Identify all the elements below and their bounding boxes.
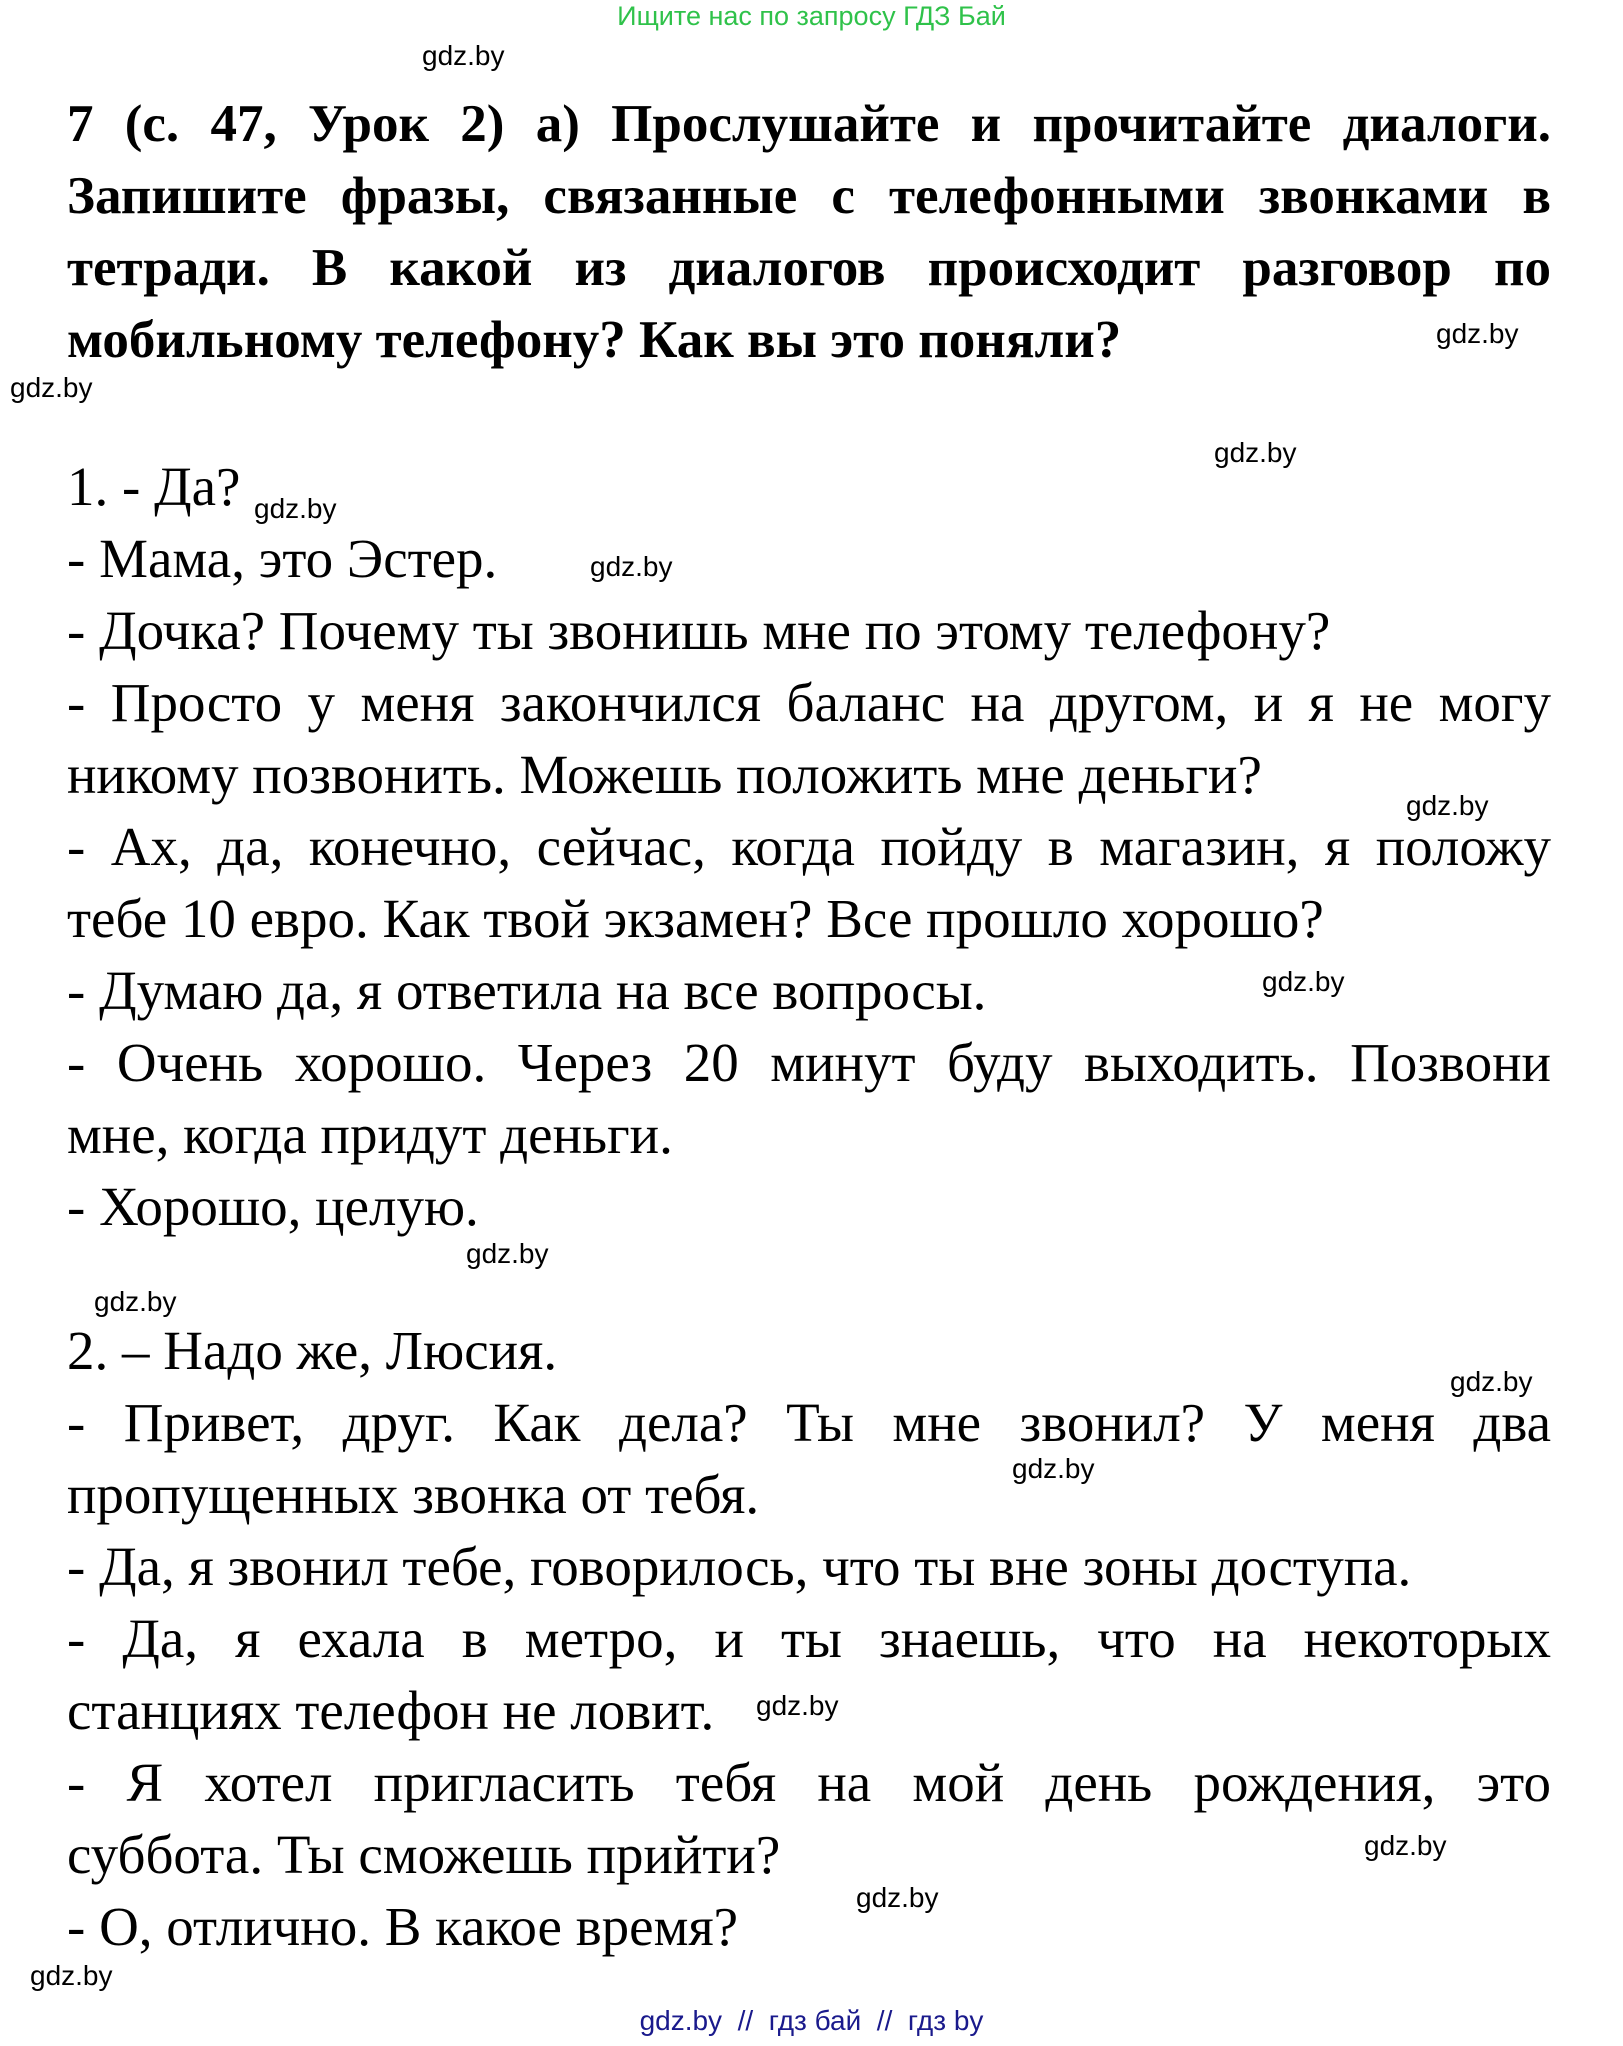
watermark: gdz.by: [756, 1690, 839, 1721]
watermark: gdz.by: [1436, 318, 1519, 349]
dialogue-line: - Думаю да, я ответила на все вопросы.: [67, 960, 987, 1021]
search-banner[interactable]: Ищите нас по запросу ГДЗ Бай: [617, 1, 1006, 31]
watermark: gdz.by: [856, 1882, 939, 1913]
watermark: gdz.by: [254, 493, 337, 524]
dialogue-line: - Очень хорошо. Через 20 минут буду выходить. Позвони: [67, 1032, 1551, 1093]
dialogue-line: - Хорошо, целую.: [67, 1176, 479, 1237]
dialogue-line: 2. – Надо же, Люсия.: [67, 1320, 558, 1381]
dialogue-line: 1. - Да?: [67, 456, 241, 517]
watermark: gdz.by: [30, 1960, 113, 1991]
watermark: gdz.by: [1450, 1366, 1533, 1397]
watermark: gdz.by: [1364, 1830, 1447, 1861]
watermark: gdz.by: [1012, 1453, 1095, 1484]
dialogue-line: - Дочка? Почему ты звонишь мне по этому телефону?: [67, 600, 1331, 661]
watermark: gdz.by: [1214, 437, 1297, 468]
dialogue-line: тебе 10 евро. Как твой экзамен? Все прошло хорошо?: [67, 888, 1324, 949]
dialogue-line: пропущенных звонка от тебя.: [67, 1464, 760, 1525]
dialogue-line: суббота. Ты сможешь прийти?: [67, 1824, 781, 1885]
dialogue-line: - Просто у меня закончился баланс на другом, и я не могу: [67, 672, 1551, 733]
watermark: gdz.by: [422, 40, 505, 71]
dialogue-line: станциях телефон не ловит.: [67, 1680, 715, 1741]
dialogue-line: - Привет, друг. Как дела? Ты мне звонил? У меня два: [67, 1392, 1551, 1453]
dialogue-line: - Я хотел пригласить тебя на мой день рождения, это: [67, 1752, 1551, 1813]
dialogue-line: - Да, я ехала в метро, и ты знаешь, что на некоторых: [67, 1608, 1551, 1669]
dialogue-line: - О, отлично. В какое время?: [67, 1896, 739, 1957]
dialogue-line: - Мама, это Эстер.: [67, 528, 498, 589]
watermark: gdz.by: [1406, 790, 1489, 821]
dialogue-line: никому позвонить. Можешь положить мне деньги?: [67, 744, 1262, 805]
watermark: gdz.by: [1262, 966, 1345, 997]
footer-links[interactable]: gdz.by // гдз бай // гдз by: [639, 2005, 984, 2036]
dialogue-line: мне, когда придут деньги.: [67, 1104, 673, 1165]
watermark: gdz.by: [590, 551, 673, 582]
exercise-heading: 7 (с. 47, Урок 2) а) Прослушайте и прочитайте диалоги. Запишите фразы, связанные с телефонными звонками в тетради. В какой из диалогов происходит разговор по мобильному телефону? Как вы это поняли?: [67, 95, 1551, 369]
watermark: gdz.by: [10, 372, 93, 403]
watermark: gdz.by: [466, 1238, 549, 1269]
dialogue-line: - Ах, да, конечно, сейчас, когда пойду в магазин, я положу: [67, 816, 1551, 877]
watermark: gdz.by: [94, 1286, 177, 1317]
dialogue-line: - Да, я звонил тебе, говорилось, что ты вне зоны доступа.: [67, 1536, 1412, 1597]
